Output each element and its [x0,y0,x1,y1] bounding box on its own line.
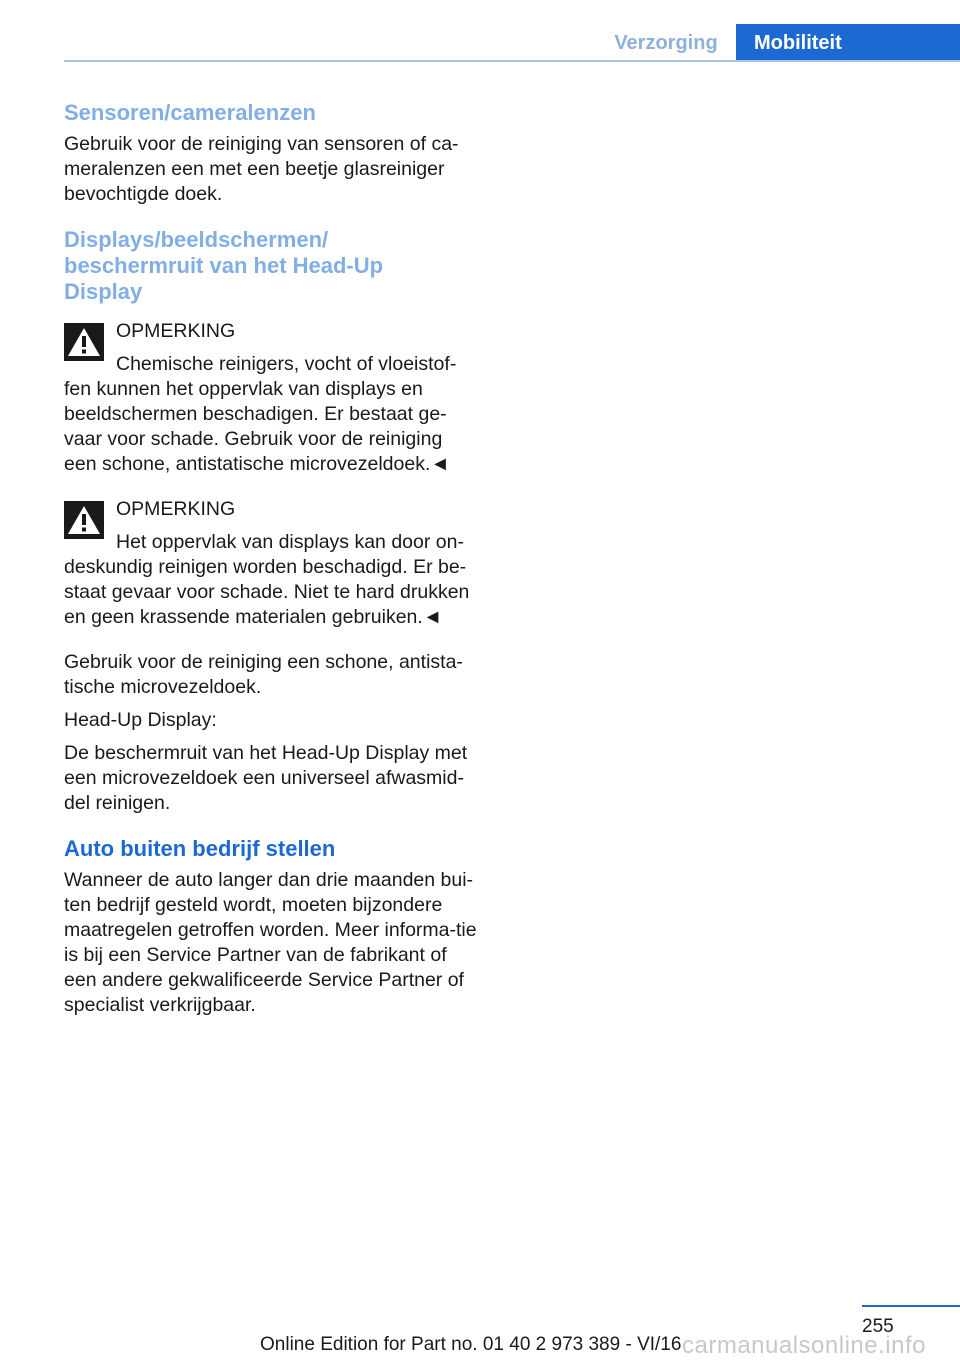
header-tab-mobiliteit[interactable]: Mobiliteit [736,24,960,62]
section-heading-displays [64,227,478,305]
caution-note [64,497,478,630]
paragraph-cleaning: Gebruik voor de reiniging een schone, antista-tische microvezeldoek. [64,651,463,698]
section-heading-storage: Auto buiten bedrijf stellen [64,836,336,861]
paragraph-hud-label: Head-Up Display: [64,709,217,731]
section-heading-sensors: Sensoren/cameralenzen [64,100,316,125]
header-divider [64,60,960,62]
page-number: 255 [862,1316,894,1337]
heading-line: Display [64,279,143,304]
heading-line: beschermruit van het Head-Up [64,253,384,278]
warning-triangle-icon [64,323,104,361]
note-body: Chemische reinigers, vocht of vloeistof-fen kunnen het oppervlak van displays en beeldschermen beschadigen. Er bestaat ge-vaar voor schade. Gebruik voor de reiniging een schone, antistatische microvezeldoek.◄ [64,353,457,475]
heading-line: Displays/beeldschermen/ [64,227,329,252]
note-title: OPMERKING [116,498,236,520]
caution-note [64,319,478,477]
watermark: carmanualsonline.info [682,1332,926,1359]
edition-note: Online Edition for Part no. 01 40 2 973 389 - VI/16 [260,1334,682,1355]
header-tab-verzorging[interactable]: Verzorging [614,31,718,54]
paragraph-storage: Wanneer de auto langer dan drie maanden bui-ten bedrijf gesteld wordt, moeten bijzondere maatregelen getroffen worden. Meer informa-tie is bij een Service Partner van de fabrikant of een andere gekwalificeerde Service Partner of specialist verkrijgbaar. [64,869,477,1016]
warning-triangle-icon [64,501,104,539]
paragraph-hud: De beschermruit van het Head-Up Display met een microvezeldoek een universeel afwasmid-del reinigen. [64,742,468,814]
note-title: OPMERKING [116,320,236,342]
paragraph-sensors: Gebruik voor de reiniging van sensoren of ca-meralenzen een met een beetje glasreiniger bevochtigde doek. [64,133,459,205]
note-body: Het oppervlak van displays kan door on-deskundig reinigen worden beschadigd. Er be-staat gevaar voor schade. Niet te hard drukken en geen krassende materialen gebruiken.◄ [64,531,470,628]
page-content [64,100,478,1018]
footer-divider [862,1305,960,1307]
